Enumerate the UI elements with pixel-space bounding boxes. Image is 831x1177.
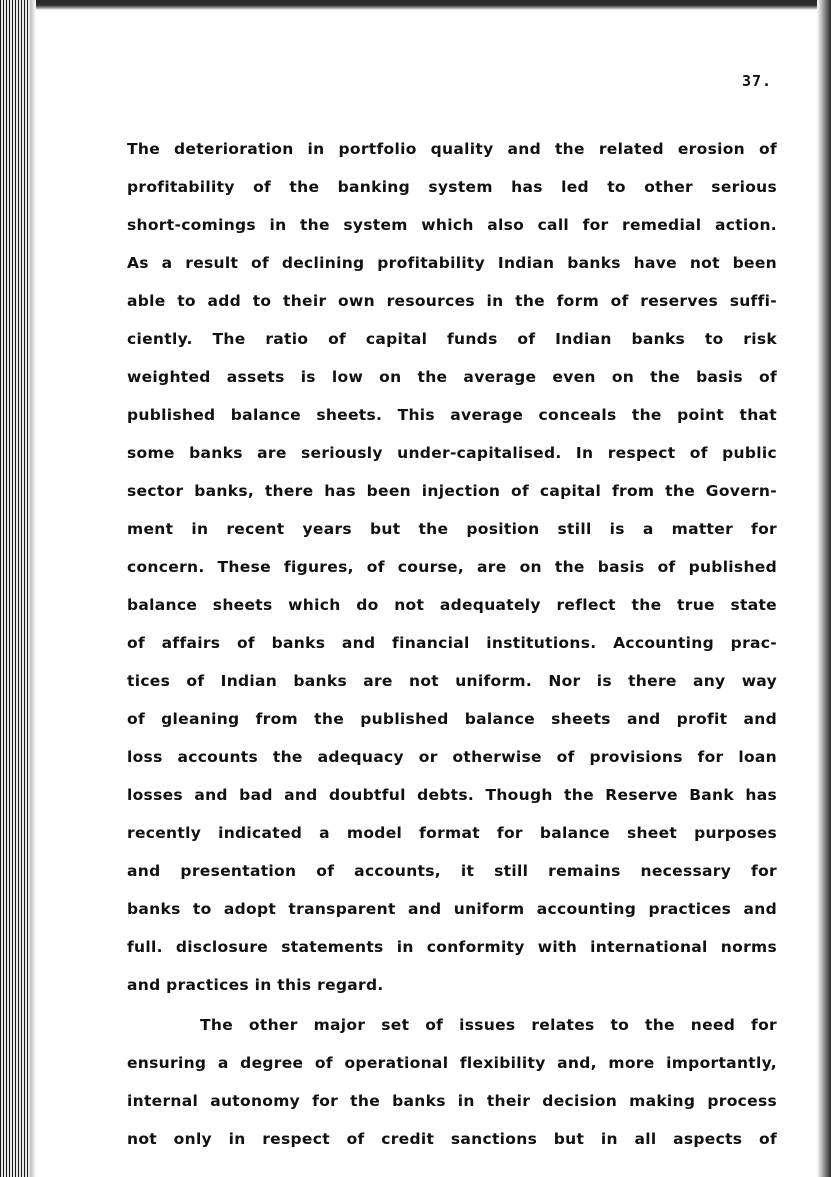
text-line: loss accounts the adequacy or otherwise of provisions for loan [127, 748, 777, 766]
text-line: full. disclosure statements in conformity with international norms [127, 938, 777, 956]
page-right-edge [817, 0, 831, 1177]
text-line: and presentation of accounts, it still remains necessary for [127, 862, 777, 880]
text-line: of gleaning from the published balance sheets and profit and [127, 710, 777, 728]
text-line: ensuring a degree of operational flexibility and, more importantly, [127, 1054, 777, 1072]
text-line: internal autonomy for the banks in their decision making process [127, 1092, 777, 1110]
page-number: 37. [742, 72, 773, 90]
text-line: losses and bad and doubtful debts. Though the Reserve Bank has [127, 786, 777, 804]
text-line: The deterioration in portfolio quality and the related erosion of [127, 140, 777, 158]
text-line: weighted assets is low on the average even on the basis of [127, 368, 777, 386]
text-line: recently indicated a model format for balance sheet purposes [127, 824, 777, 842]
text-line: As a result of declining profitability Indian banks have not been [127, 254, 777, 272]
text-line: some banks are seriously under-capitalised. In respect of public [127, 444, 777, 462]
text-line: and practices in this regard. [127, 976, 384, 994]
text-line: banks to adopt transparent and uniform accounting practices and [127, 900, 777, 918]
page-top-edge [0, 0, 831, 10]
text-line: able to add to their own resources in the form of reserves suffi- [127, 292, 777, 310]
text-line: ment in recent years but the position still is a matter for [127, 520, 777, 538]
text-line: sector banks, there has been injection of capital from the Govern- [127, 482, 777, 500]
text-line: of affairs of banks and financial institutions. Accounting prac- [127, 634, 777, 652]
book-binding-edge [0, 0, 30, 1177]
text-line: concern. These figures, of course, are on the basis of published [127, 558, 777, 576]
text-line: balance sheets which do not adequately reflect the true state [127, 596, 777, 614]
text-line: not only in respect of credit sanctions but in all aspects of [127, 1130, 777, 1148]
text-line: published balance sheets. This average conceals the point that [127, 406, 777, 424]
text-line: ciently. The ratio of capital funds of Indian banks to risk [127, 330, 777, 348]
text-line: The other major set of issues relates to the need for [200, 1016, 777, 1034]
text-line: short-comings in the system which also call for remedial action. [127, 216, 777, 234]
text-line: tices of Indian banks are not uniform. Nor is there any way [127, 672, 777, 690]
text-line: profitability of the banking system has led to other serious [127, 178, 777, 196]
